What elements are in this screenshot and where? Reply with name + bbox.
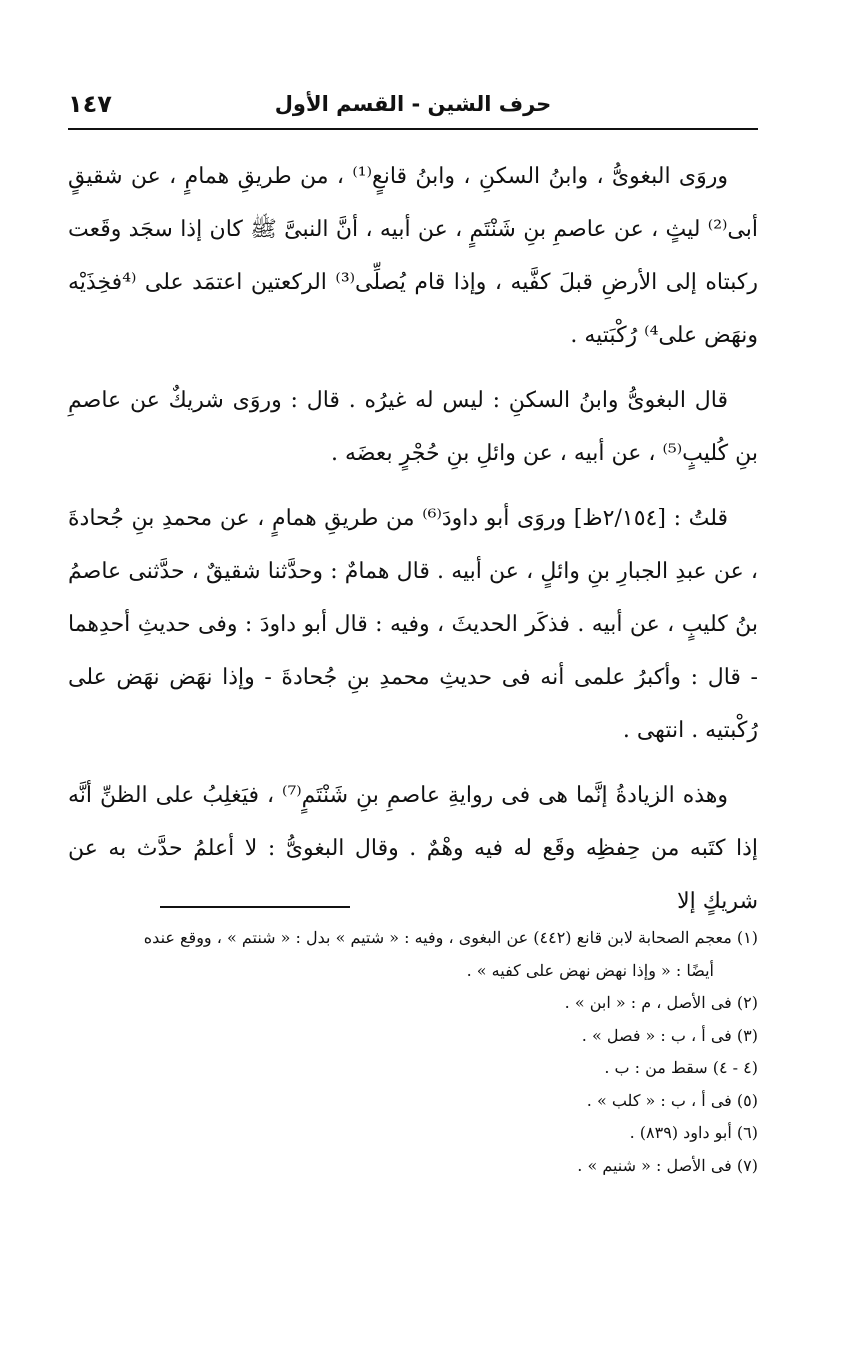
footnote: (٤ - ٤) سقط من : ب . <box>604 1058 758 1077</box>
footnotes <box>68 922 758 1182</box>
footnote-separator <box>160 906 350 908</box>
body-text <box>68 150 758 928</box>
footnote: (٣) فى أ ، ب : « فصل » . <box>581 1025 758 1045</box>
body-paragraph: وهذه الزيادةُ إنَّما هى فى روايةِ عاصمِ بنِ شَنْتَمٍ⁽⁷⁾ ، فيَغلِبُ على الظنِّ أنَّه إذا كتَبه من حِفظِه وقَع له فيه وهْمٌ . وقال البغوىُّ : لا أعلمُ حدَّث به عن شريكٍ إلا <box>68 783 758 914</box>
footnote-continuation: أيضًا : « وإذا نهض نهض على كفيه » . <box>466 960 714 980</box>
page-number: ١٤٧ <box>68 90 112 118</box>
body-paragraph: وروَى البغوىُّ ، وابنُ السكنِ ، وابنُ قانعٍ⁽¹⁾ ، من طريقِ همامٍ ، عن شقيقٍ أبى⁽²⁾ ليثٍ ، عن عاصمِ بنِ شَنْتَمٍ ، عن أبيه ، أنَّ النبىَّ ﷺ كان إذا سجَد وقَعت ركبتاه إلى الأرضِ قبلَ كفَّيه ، وإذا قام يُصلِّى⁽³⁾ الركعتين اعتمَد على ⁽⁴فخِذَيْه ونهَض على⁴⁾ رُكْبَتيه . <box>68 164 758 348</box>
footnote: (٥) فى أ ، ب : « كلب » . <box>586 1090 758 1110</box>
running-header <box>68 88 758 130</box>
footnote: (٦) أبو داود (٨٣٩) . <box>629 1123 758 1142</box>
body-paragraph: قال البغوىُّ وابنُ السكنِ : ليس له غيرُه . قال : وروَى شريكٌ عن عاصمِ بنِ كُليبٍ⁽⁵⁾ ، عن أبيه ، عن وائلِ بنِ حُجْرٍ بعضَه . <box>68 388 758 466</box>
footnote: (٧) فى الأصل : « شنيم » . <box>577 1155 758 1175</box>
page <box>68 88 758 940</box>
footnote: (٢) فى الأصل ، م : « ابن » . <box>564 993 758 1012</box>
footnote: (١) معجم الصحابة لابن قانع (٤٤٢) عن البغوى ، وفيه : « شتيم » بدل : « شنتم » ، ووقع عنده <box>143 928 758 947</box>
body-paragraph: قلتُ : [٢/١٥٤ظ] وروَى أبو داودَ⁽⁶⁾ من طريقِ همامٍ ، عن محمدِ بنِ جُحادةَ ، عن عبدِ الجبارِ بنِ وائلٍ ، عن أبيه . قال همامٌ : وحدَّثنا شقيقٌ ، حدَّثنى عاصمُ بنُ كليبٍ ، عن أبيه . فذكَر الحديثَ ، وفيه : قال أبو داودَ : وفى حديثِ أحدِهما - قال : وأكبرُ علمى أنه فى حديثِ محمدِ بنِ جُحادةَ - وإذا نهَض نهَض على رُكْبتيه . انتهى . <box>68 506 758 743</box>
running-title: حرف الشين - القسم الأول <box>274 92 552 116</box>
